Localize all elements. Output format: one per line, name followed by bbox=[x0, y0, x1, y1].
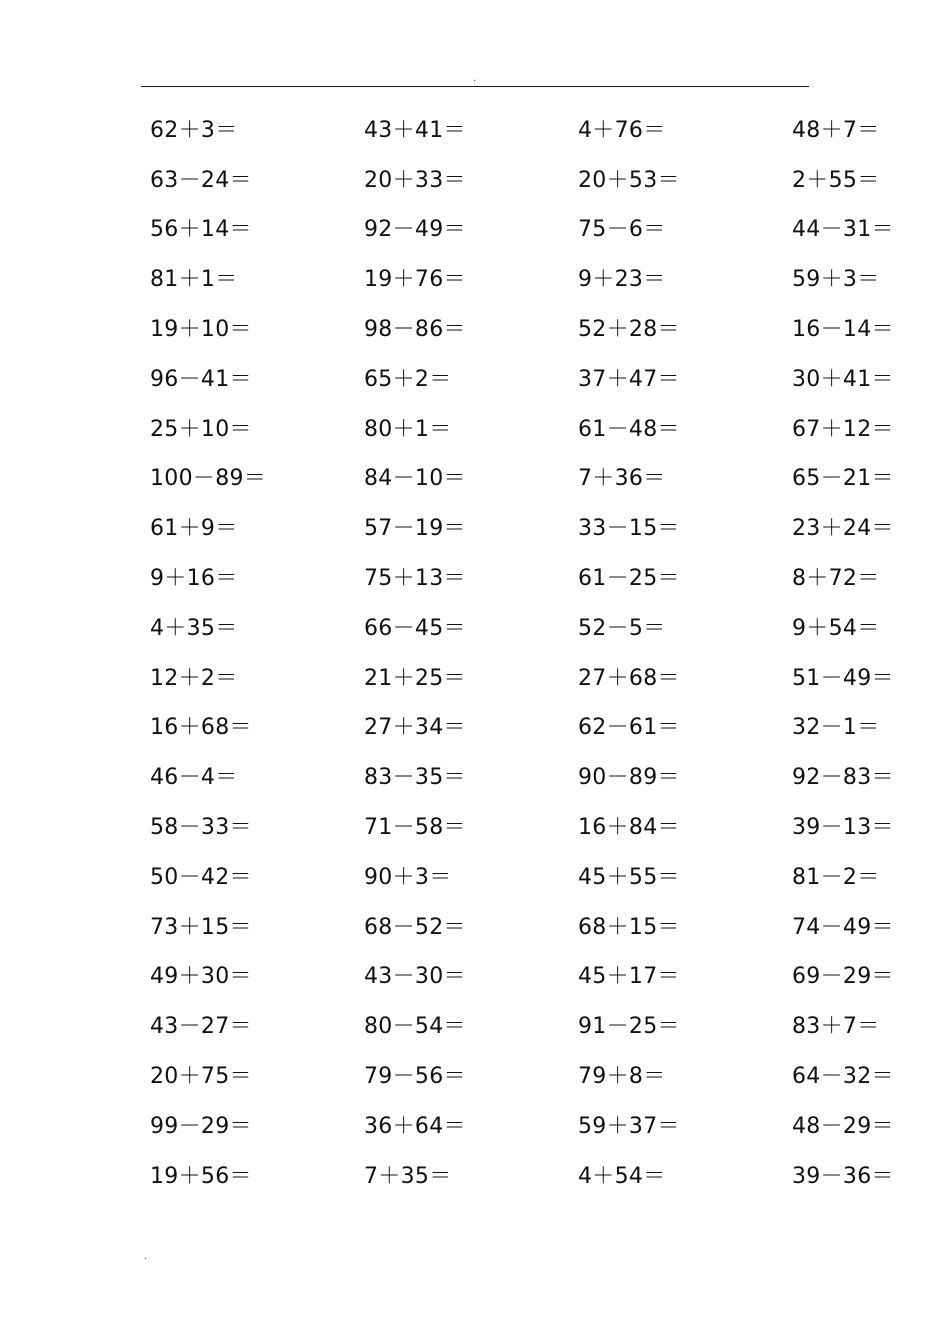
math-problem: 49＋30＝ bbox=[150, 964, 252, 990]
problem-row bbox=[150, 654, 950, 704]
math-problem: 16－14＝ bbox=[792, 317, 894, 343]
math-problem: 79＋8＝ bbox=[578, 1064, 666, 1090]
math-problem: 30＋41＝ bbox=[792, 366, 894, 392]
math-problem: 66－45＝ bbox=[364, 615, 466, 641]
math-problem: 69－29＝ bbox=[792, 964, 894, 990]
math-problem: 62－61＝ bbox=[578, 715, 680, 741]
math-problem: 62＋3＝ bbox=[150, 117, 238, 143]
problem-row bbox=[150, 455, 950, 505]
math-problem: 4＋35＝ bbox=[150, 615, 238, 641]
math-problem: 59＋37＝ bbox=[578, 1113, 680, 1139]
math-problem: 43＋41＝ bbox=[364, 117, 466, 143]
math-problem: 73＋15＝ bbox=[150, 914, 252, 940]
problem-grid bbox=[150, 106, 950, 1202]
math-problem: 90＋3＝ bbox=[364, 864, 452, 890]
math-problem: 9＋16＝ bbox=[150, 566, 238, 592]
problem-row bbox=[150, 953, 950, 1003]
footer-mark: . bbox=[144, 1251, 148, 1262]
math-problem: 39－36＝ bbox=[792, 1163, 894, 1189]
problem-row bbox=[150, 305, 950, 355]
math-problem: 75－6＝ bbox=[578, 217, 666, 243]
problem-row bbox=[150, 405, 950, 455]
math-problem: 9＋23＝ bbox=[578, 267, 666, 293]
math-problem: 80＋1＝ bbox=[364, 416, 452, 442]
math-problem: 7＋36＝ bbox=[578, 466, 666, 492]
math-problem: 20＋75＝ bbox=[150, 1064, 252, 1090]
problem-row bbox=[150, 853, 950, 903]
math-problem: 80－54＝ bbox=[364, 1014, 466, 1040]
math-problem: 8＋72＝ bbox=[792, 566, 880, 592]
math-problem: 48＋7＝ bbox=[792, 117, 880, 143]
math-problem: 67＋12＝ bbox=[792, 416, 894, 442]
math-problem: 65＋2＝ bbox=[364, 366, 452, 392]
math-problem: 81－2＝ bbox=[792, 864, 880, 890]
math-problem: 96－41＝ bbox=[150, 366, 252, 392]
math-problem: 51－49＝ bbox=[792, 665, 894, 691]
problem-row bbox=[150, 704, 950, 754]
math-problem: 68－52＝ bbox=[364, 914, 466, 940]
math-problem: 92－83＝ bbox=[792, 765, 894, 791]
math-problem: 46－4＝ bbox=[150, 765, 238, 791]
math-problem: 65－21＝ bbox=[792, 466, 894, 492]
math-problem: 61＋9＝ bbox=[150, 516, 238, 542]
math-problem: 19＋56＝ bbox=[150, 1163, 252, 1189]
math-problem: 27＋68＝ bbox=[578, 665, 680, 691]
math-problem: 79－56＝ bbox=[364, 1064, 466, 1090]
math-problem: 21＋25＝ bbox=[364, 665, 466, 691]
math-problem: 61－25＝ bbox=[578, 566, 680, 592]
problem-row bbox=[150, 1102, 950, 1152]
math-problem: 16＋84＝ bbox=[578, 815, 680, 841]
math-problem: 16＋68＝ bbox=[150, 715, 252, 741]
math-problem: 37＋47＝ bbox=[578, 366, 680, 392]
problem-row bbox=[150, 1152, 950, 1202]
math-problem: 43－30＝ bbox=[364, 964, 466, 990]
math-problem: 39－13＝ bbox=[792, 815, 894, 841]
math-problem: 44－31＝ bbox=[792, 217, 894, 243]
math-problem: 19＋76＝ bbox=[364, 267, 466, 293]
math-problem: 50－42＝ bbox=[150, 864, 252, 890]
math-problem: 68＋15＝ bbox=[578, 914, 680, 940]
math-problem: 61－48＝ bbox=[578, 416, 680, 442]
problem-row bbox=[150, 803, 950, 853]
problem-row bbox=[150, 255, 950, 305]
math-problem: 4＋54＝ bbox=[578, 1163, 666, 1189]
math-problem: 12＋2＝ bbox=[150, 665, 238, 691]
math-problem: 83－35＝ bbox=[364, 765, 466, 791]
header-mark: . bbox=[473, 73, 477, 84]
math-problem: 56＋14＝ bbox=[150, 217, 252, 243]
math-problem: 75＋13＝ bbox=[364, 566, 466, 592]
math-problem: 92－49＝ bbox=[364, 217, 466, 243]
problem-row bbox=[150, 753, 950, 803]
problem-row bbox=[150, 1052, 950, 1102]
math-problem: 99－29＝ bbox=[150, 1113, 252, 1139]
math-problem: 9＋54＝ bbox=[792, 615, 880, 641]
problem-row bbox=[150, 504, 950, 554]
math-problem: 52－5＝ bbox=[578, 615, 666, 641]
math-problem: 23＋24＝ bbox=[792, 516, 894, 542]
problem-row bbox=[150, 355, 950, 405]
problem-row bbox=[150, 903, 950, 953]
problem-row bbox=[150, 206, 950, 256]
math-problem: 64－32＝ bbox=[792, 1064, 894, 1090]
problem-row bbox=[150, 554, 950, 604]
math-problem: 52＋28＝ bbox=[578, 317, 680, 343]
math-problem: 45＋17＝ bbox=[578, 964, 680, 990]
math-problem: 84－10＝ bbox=[364, 466, 466, 492]
math-problem: 7＋35＝ bbox=[364, 1163, 452, 1189]
math-problem: 2＋55＝ bbox=[792, 167, 880, 193]
math-problem: 71－58＝ bbox=[364, 815, 466, 841]
math-problem: 43－27＝ bbox=[150, 1014, 252, 1040]
math-problem: 36＋64＝ bbox=[364, 1113, 466, 1139]
math-problem: 27＋34＝ bbox=[364, 715, 466, 741]
math-problem: 58－33＝ bbox=[150, 815, 252, 841]
math-problem: 32－1＝ bbox=[792, 715, 880, 741]
math-problem: 98－86＝ bbox=[364, 317, 466, 343]
math-problem: 59＋3＝ bbox=[792, 267, 880, 293]
math-problem: 25＋10＝ bbox=[150, 416, 252, 442]
math-problem: 100－89＝ bbox=[150, 466, 267, 492]
math-problem: 4＋76＝ bbox=[578, 117, 666, 143]
math-problem: 33－15＝ bbox=[578, 516, 680, 542]
problem-row bbox=[150, 156, 950, 206]
math-problem: 57－19＝ bbox=[364, 516, 466, 542]
math-problem: 90－89＝ bbox=[578, 765, 680, 791]
problem-row bbox=[150, 106, 950, 156]
math-problem: 81＋1＝ bbox=[150, 267, 238, 293]
problem-row bbox=[150, 604, 950, 654]
math-problem: 74－49＝ bbox=[792, 914, 894, 940]
math-problem: 63－24＝ bbox=[150, 167, 252, 193]
header-rule bbox=[141, 86, 809, 87]
math-problem: 48－29＝ bbox=[792, 1113, 894, 1139]
math-problem: 83＋7＝ bbox=[792, 1014, 880, 1040]
math-problem: 91－25＝ bbox=[578, 1014, 680, 1040]
math-problem: 20＋33＝ bbox=[364, 167, 466, 193]
problem-row bbox=[150, 1002, 950, 1052]
math-problem: 19＋10＝ bbox=[150, 317, 252, 343]
math-problem: 45＋55＝ bbox=[578, 864, 680, 890]
math-problem: 20＋53＝ bbox=[578, 167, 680, 193]
